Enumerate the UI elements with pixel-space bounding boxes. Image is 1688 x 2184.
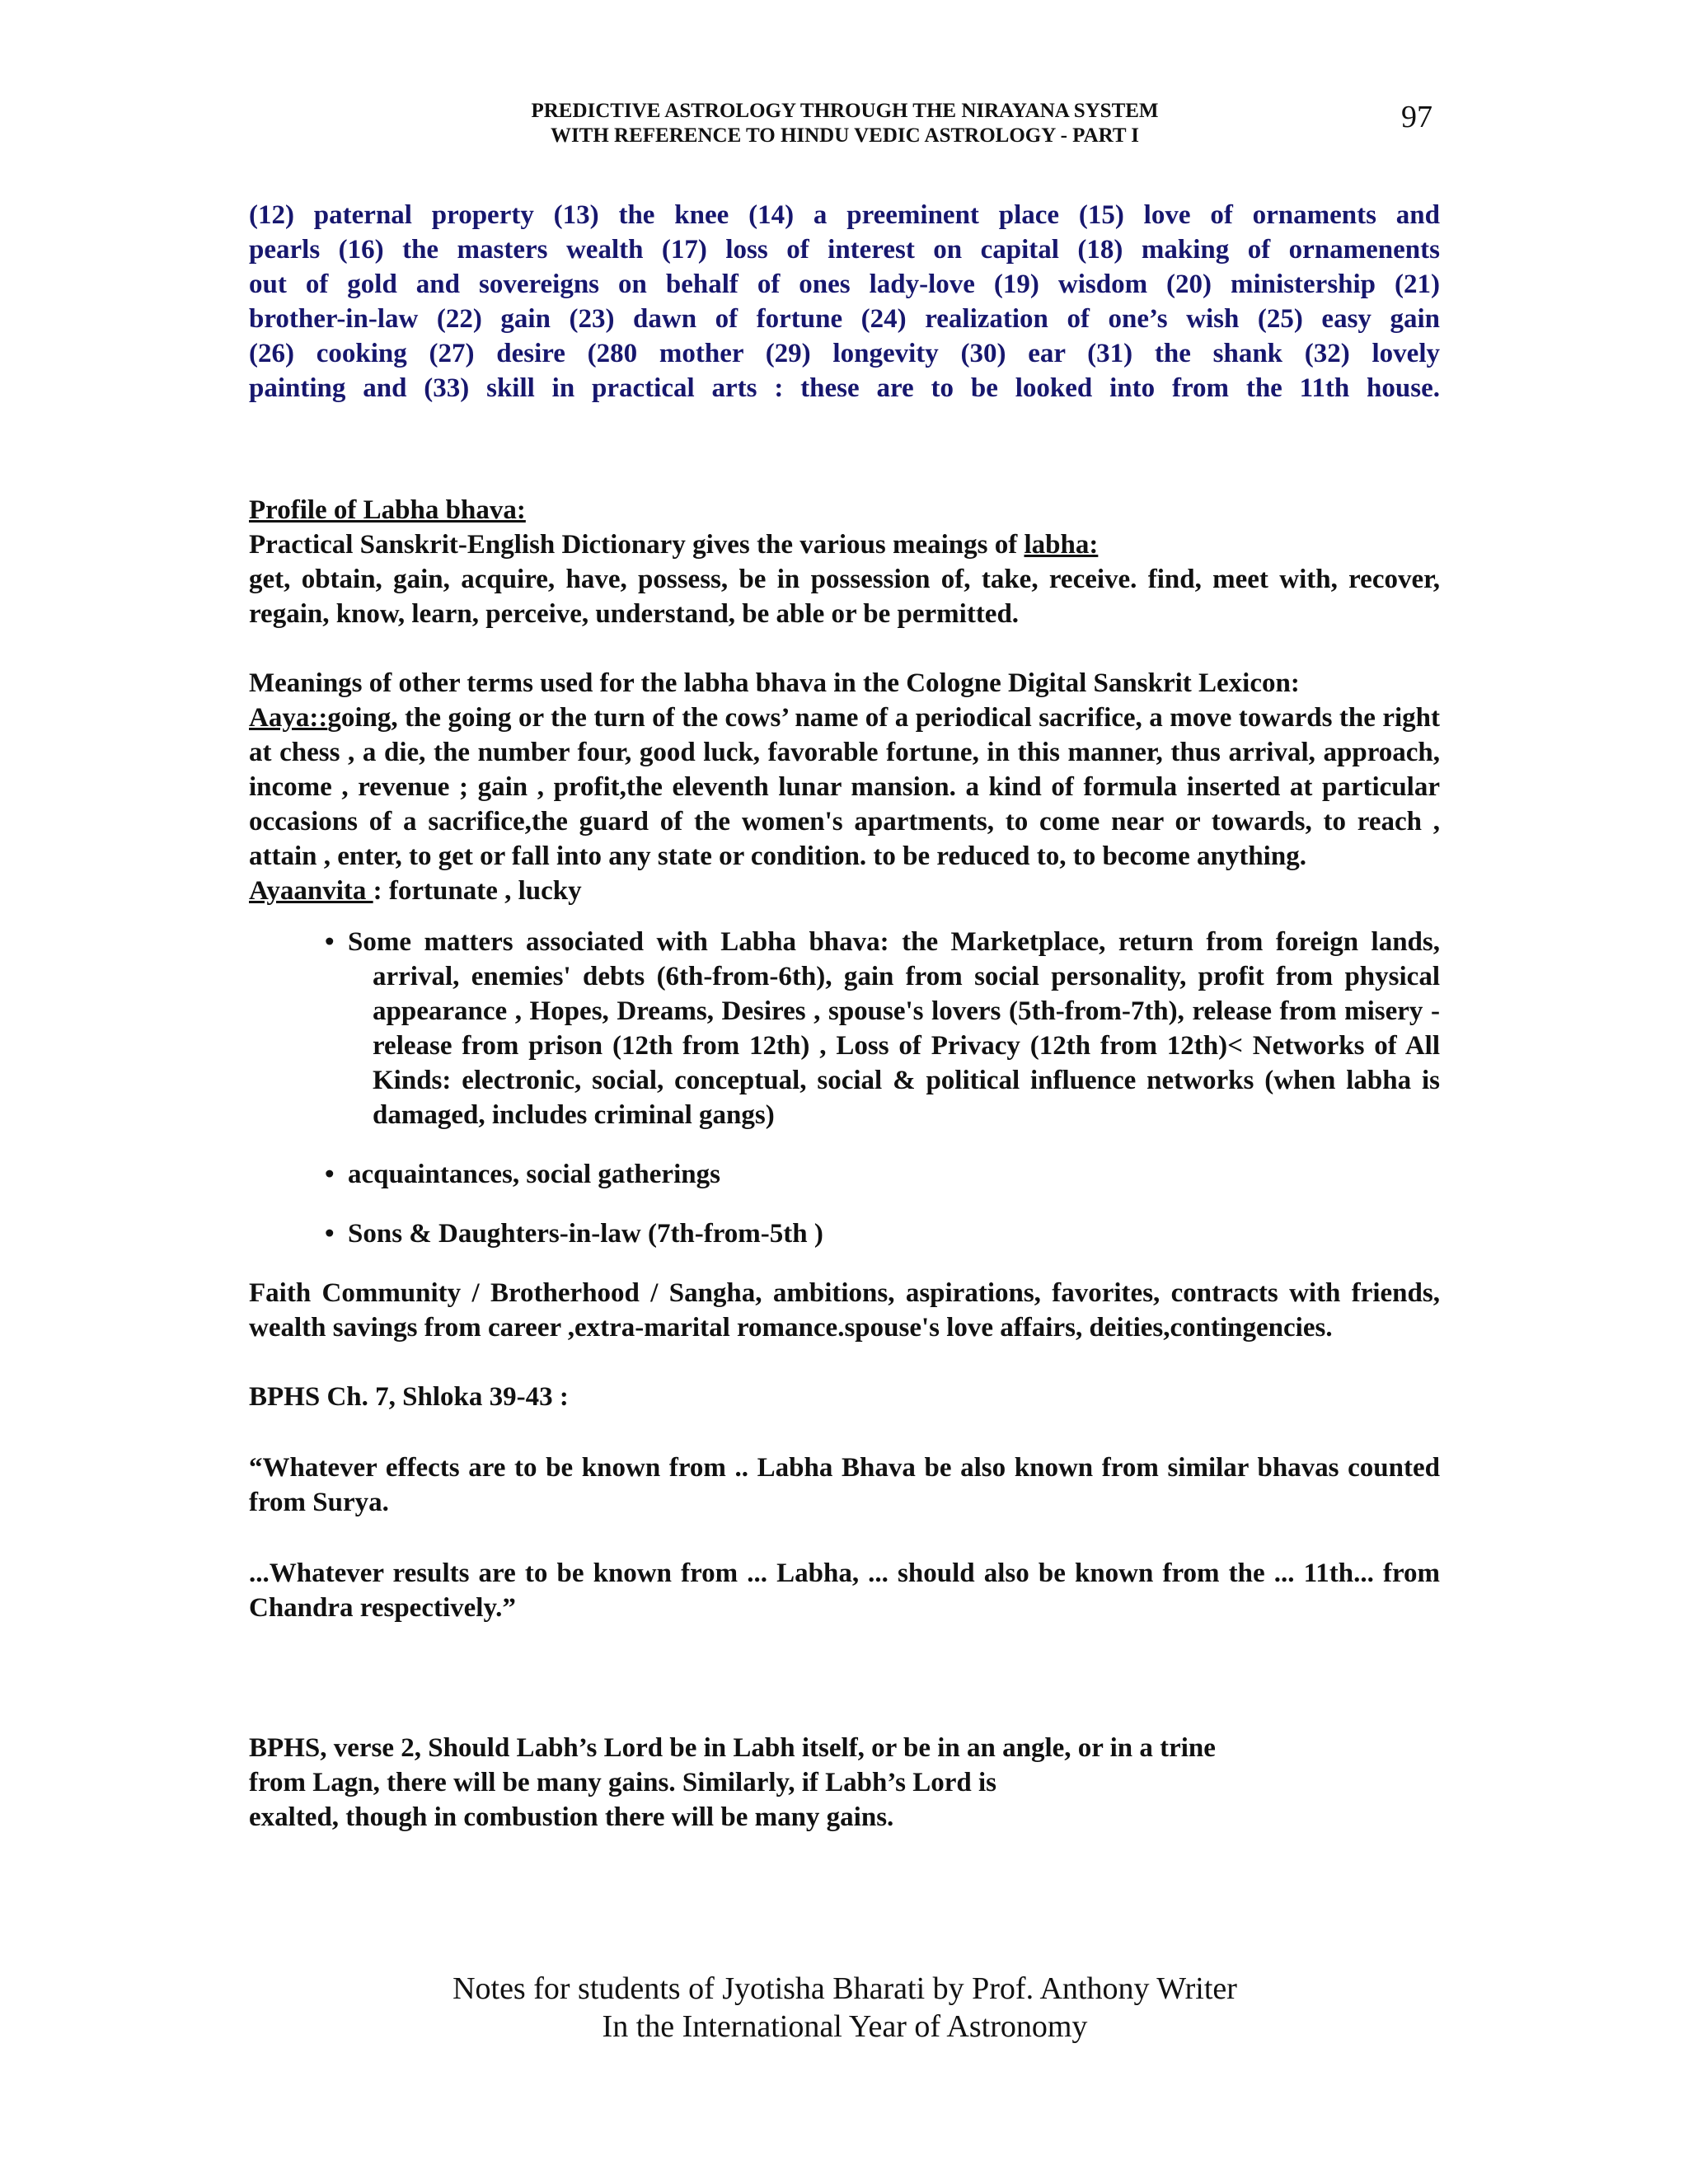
running-header: [247, 99, 1442, 148]
blue-line: brother-in-law (22) gain (23) dawn of fortune (24) realization of one’s wish (25) easy gain: [249, 304, 1440, 334]
list-item-text: Sons & Daughters-in-law (7th-from-5th ): [348, 1219, 823, 1249]
aaya-text: going, the going or the turn of the cows’ name of a periodical sacrifice, a move towards the right at chess , a die, the number four, good luck, favorable fortune, in this manner, thus arrival, approach, income , revenue ; gain , profit,the eleventh lunar mansion. a kind of formula inserted at particular occasions of a sacrifice,the guard of the women's apartments, to come near or towards, to reach , attain , enter, to get or fall into any state or condition. to be reduced to, to become anything.: [249, 703, 1440, 871]
bphs-heading: BPHS Ch. 7, Shloka 39-43 :: [249, 1382, 569, 1412]
dictionary-term: labha:: [1024, 530, 1099, 560]
blue-line: (12) paternal property (13) the knee (14) a preeminent place (15) love of ornaments and: [249, 200, 1440, 230]
ayaanvita-text: : fortunate , lucky: [373, 876, 582, 906]
footer-line-2: In the International Year of Astronomy: [602, 2009, 1088, 2044]
ayaanvita-definition: [249, 874, 1440, 908]
page-number: 97: [1401, 100, 1432, 134]
list-item-text: acquaintances, social gatherings: [348, 1160, 720, 1189]
blue-line: painting and (33) skill in practical arts : these are to be looked into from the 11th house.: [249, 373, 1440, 403]
section-heading: Profile of Labha bhava:: [249, 495, 526, 525]
header-line-2: WITH REFERENCE TO HINDU VEDIC ASTROLOGY - PART I: [550, 124, 1140, 147]
blue-line: (26) cooking (27) desire (280 mother (29) longevity (30) ear (31) the shank (32) lovely: [249, 339, 1440, 368]
blue-line: out of gold and sovereigns on behalf of ones lady-love (19) wisdom (20) ministership (21): [249, 269, 1440, 299]
bullet-icon: •: [325, 1160, 335, 1189]
faith-community-paragraph: Faith Community / Brotherhood / Sangha, ambitions, aspirations, favorites, contracts with friends, wealth savings from career ,extra-marital romance.spouse's love affairs, deities,contingencies.: [249, 1278, 1440, 1343]
list-item: [325, 1157, 1440, 1192]
aaya-definition: [249, 701, 1440, 874]
dictionary-intro: [249, 527, 1440, 562]
header-line-1: PREDICTIVE ASTROLOGY THROUGH THE NIRAYANA SYSTEM: [531, 100, 1159, 122]
quote-paragraph-2: ...Whatever results are to be known from ... Labha, ... should also be known from the ... 11th... from Chandra respectively.”: [249, 1558, 1440, 1623]
list-item-text: Some matters associated with Labha bhava: the Marketplace, return from foreign lands, arrival, enemies' debts (6th-from-6th), gain from social personality, profit from physical appearance , Hopes, Dreams, Desires , spouse's lovers (5th-from-7th), release from misery - release from prison (12th from 12th) , Loss of Privacy (12th from 12th)< Networks of All Kinds: electronic, social, conceptual, social & political influence networks (when labha is damaged, includes criminal gangs): [348, 927, 1440, 1130]
bullet-icon: •: [325, 927, 335, 957]
cologne-heading: Meanings of other terms used for the labha bhava in the Cologne Digital Sanskrit Lexicon:: [249, 668, 1300, 698]
ayaanvita-term: Ayaanvita: [249, 876, 373, 906]
aaya-term: Aaya::: [249, 703, 328, 733]
verse-line: BPHS, verse 2, Should Labh’s Lord be in Labh itself, or be in an angle, or in a trine: [249, 1733, 1216, 1763]
blue-line: pearls (16) the masters wealth (17) loss of interest on capital (18) making of ornamenents: [249, 235, 1440, 265]
matters-list: [249, 925, 1440, 1251]
quote-paragraph-1: “Whatever effects are to be known from .. Labha Bhava be also known from similar bhavas counted from Surya.: [249, 1453, 1440, 1517]
verse-line: from Lagn, there will be many gains. Similarly, if Labh’s Lord is: [249, 1768, 996, 1797]
list-item: [325, 925, 1440, 1132]
footer-line-1: Notes for students of Jyotisha Bharati by Prof. Anthony Writer: [452, 1971, 1237, 2006]
list-item: [325, 1216, 1440, 1251]
verse-line: exalted, though in combustion there will be many gains.: [249, 1802, 894, 1832]
house-significations-list: [249, 198, 1440, 405]
verse-2-paragraph: [249, 1731, 1440, 1835]
dictionary-meanings: get, obtain, gain, acquire, have, possess, be in possession of, take, receive. find, meet with, recover, regain, know, learn, perceive, understand, be able or be permitted.: [249, 565, 1440, 629]
page-footer: [247, 1970, 1442, 2046]
dictionary-intro-text: Practical Sanskrit-English Dictionary gives the various meaings of: [249, 530, 1025, 560]
page-body: [249, 198, 1440, 1835]
bullet-icon: •: [325, 1219, 335, 1249]
